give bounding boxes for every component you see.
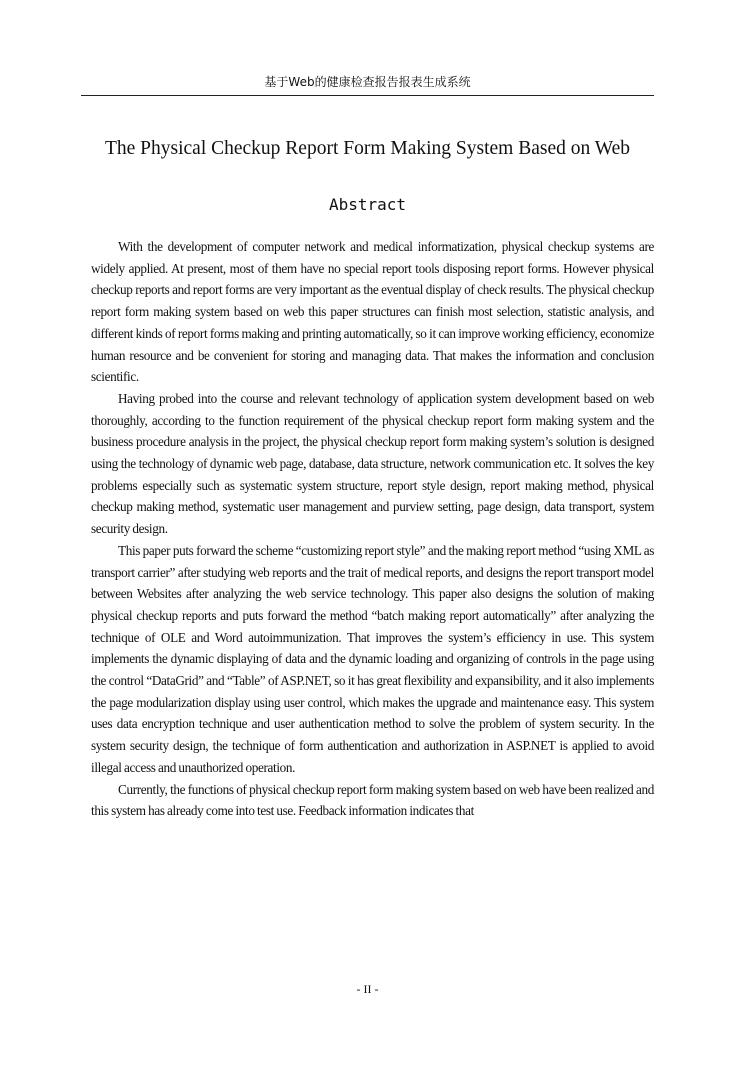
abstract-paragraph: Having probed into the course and relevant technology of application system development based on web thoroughly, according to the function requirement of the physical checkup report form making system and the business procedure analysis in the project, the physical checkup report form making system’s solution is designed using the technology of dynamic web page, database, data structure, network communication etc. It solves the key problems especially such as systematic system structure, report style design, report making method, physical checkup making method, systematic user management and purview setting, page design, data transport, system security design.: [91, 390, 654, 537]
abstract-body: [91, 236, 654, 822]
abstract-paragraph: This paper puts forward the scheme “customizing report style” and the making report method “using XML as transport carrier” after studying web reports and the trait of medical reports, and designs the report transport model between Websites after analyzing the web service technology. This paper also designs the solution of making physical checkup reports and puts forward the method “batch making report automatically” after analyzing the technique of OLE and Word autoimmunization. That improves the system’s efficiency in use. This system implements the dynamic displaying of data and the dynamic loading and organizing of controls in the page using the control “DataGrid” and “Table” of ASP.NET, so it has great flexibility and expansibility, and it also implements the page modularization display using user control, which makes the upgrade and maintenance easy. This system uses data encryption technique and user authentication method to solve the problem of system security. In the system security design, the technique of form authentication and authorization in ASP.NET is applied to avoid illegal access and unauthorized operation.: [91, 542, 654, 775]
paper-title: The Physical Checkup Report Form Making System Based on Web: [104, 138, 631, 159]
page-number: - II -: [356, 982, 379, 996]
abstract-paragraph: Currently, the functions of physical checkup report form making system based on web have been realized and this system has already come into test use. Feedback information indicates that: [91, 781, 654, 819]
abstract-heading: Abstract: [328, 195, 407, 214]
running-header: 基于Web的健康检查报告报表生成系统: [264, 75, 471, 89]
abstract-paragraph: With the development of computer network and medical informatization, physical checkup systems are widely applied. At present, most of them have no special report tools disposing report forms. However physical checkup reports and report forms are very important as the eventual display of check results. The physical checkup report form making system based on web this paper structures can finish most selection, statistic analysis, and different kinds of report forms making and printing automatically, so it can improve working efficiency, economize human resource and be convenient for storing and managing data. That makes the information and conclusion scientific.: [91, 239, 654, 385]
header-rule: [81, 95, 654, 96]
